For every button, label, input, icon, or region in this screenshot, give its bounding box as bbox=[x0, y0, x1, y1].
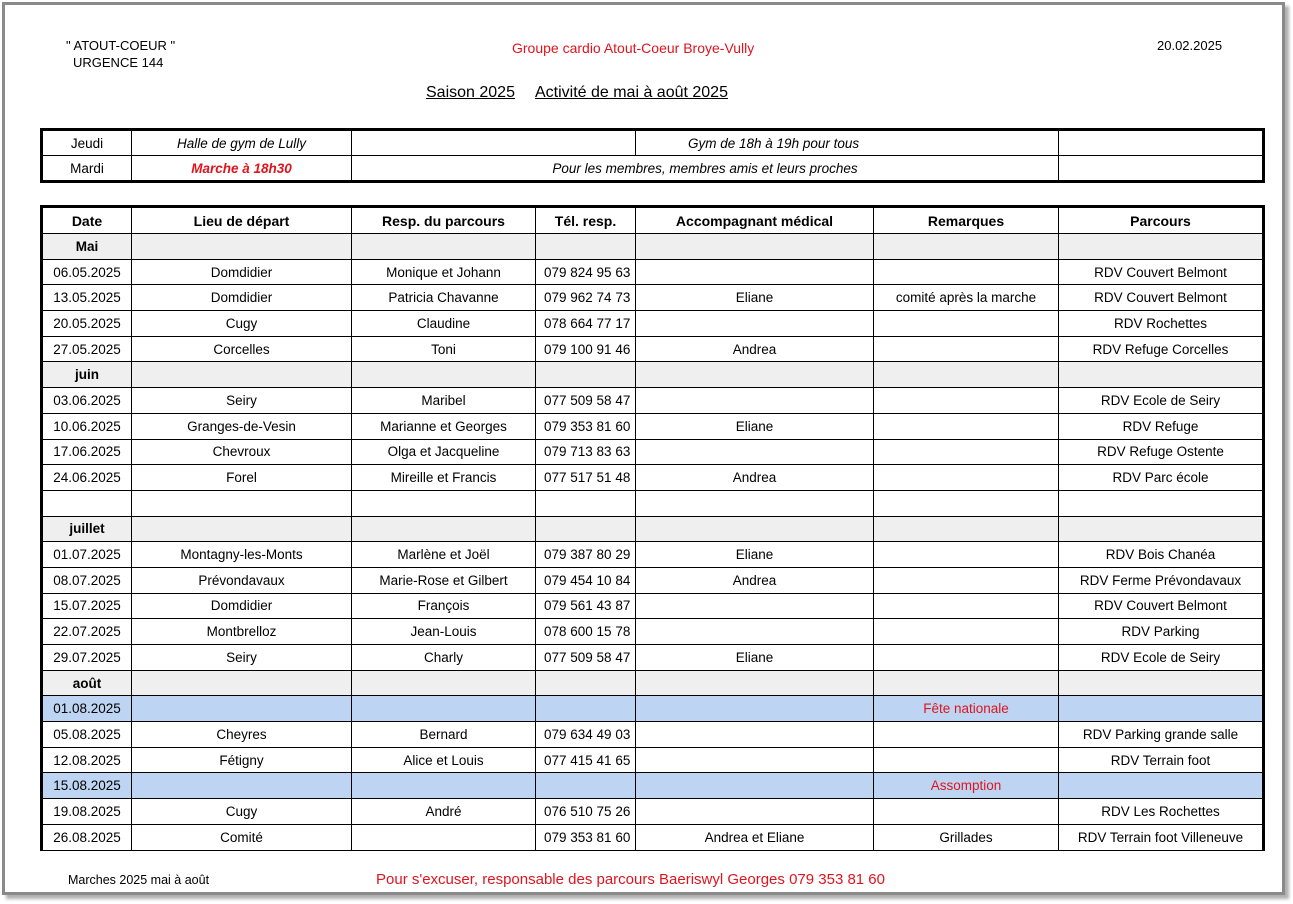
cell-remarks bbox=[874, 234, 1059, 260]
cell-medical bbox=[636, 773, 874, 799]
cell-medical bbox=[636, 799, 874, 825]
title-season: Saison 2025 bbox=[426, 84, 515, 101]
cell-departure: Cugy bbox=[132, 799, 352, 825]
cell-phone: 078 600 15 78 bbox=[536, 619, 636, 645]
cell-phone: 077 415 41 65 bbox=[536, 747, 636, 773]
cell-medical: Eliane bbox=[636, 645, 874, 671]
cell-medical: Eliane bbox=[636, 285, 874, 311]
cell-remarks bbox=[874, 388, 1059, 414]
cell-remarks bbox=[874, 722, 1059, 748]
page-title bbox=[426, 84, 728, 102]
table-row bbox=[42, 824, 1264, 850]
cell-remarks: Fête nationale bbox=[874, 696, 1059, 722]
cell-departure: Domdidier bbox=[132, 259, 352, 285]
cell-responsible bbox=[352, 773, 536, 799]
cell-responsible: Olga et Jacqueline bbox=[352, 439, 536, 465]
cell-date: 15.08.2025 bbox=[42, 773, 132, 799]
cell-phone: 079 353 81 60 bbox=[536, 413, 636, 439]
holiday-row bbox=[42, 773, 1264, 799]
cell-route: RDV Ferme Prévondavaux bbox=[1059, 567, 1264, 593]
cell-phone bbox=[536, 773, 636, 799]
schedule-table bbox=[40, 205, 1265, 851]
cell-departure: Granges-de-Vesin bbox=[132, 413, 352, 439]
group-name: Groupe cardio Atout-Coeur Broye-Vully bbox=[512, 40, 755, 56]
cell-date: 01.07.2025 bbox=[42, 542, 132, 568]
cell-medical bbox=[636, 670, 874, 696]
cell-medical: Andrea et Eliane bbox=[636, 824, 874, 850]
cell-medical bbox=[636, 516, 874, 542]
cell-date: 24.06.2025 bbox=[42, 465, 132, 491]
cell-date: 17.06.2025 bbox=[42, 439, 132, 465]
cell-phone: 079 634 49 03 bbox=[536, 722, 636, 748]
cell-remarks bbox=[874, 259, 1059, 285]
col-header-phone: Tél. resp. bbox=[536, 207, 636, 234]
cell-phone: 079 962 74 73 bbox=[536, 285, 636, 311]
cell-departure: Domdidier bbox=[132, 285, 352, 311]
cell-route: RDV Parking bbox=[1059, 619, 1264, 645]
table-row bbox=[42, 747, 1264, 773]
table-row bbox=[42, 722, 1264, 748]
table-row bbox=[42, 542, 1264, 568]
footer-note: Marches 2025 mai à août bbox=[68, 873, 210, 887]
cell-date: 27.05.2025 bbox=[42, 336, 132, 362]
cell-medical bbox=[636, 259, 874, 285]
cell-responsible: François bbox=[352, 593, 536, 619]
cell-route bbox=[1059, 234, 1264, 260]
cell-route: RDV Refuge Corcelles bbox=[1059, 336, 1264, 362]
table-row bbox=[42, 388, 1264, 414]
cell-remarks bbox=[874, 542, 1059, 568]
cell-route bbox=[1059, 516, 1264, 542]
col-header-date: Date bbox=[42, 207, 132, 234]
cell-departure bbox=[132, 670, 352, 696]
title-activity: Activité de mai à août 2025 bbox=[534, 84, 728, 101]
cell-route bbox=[1059, 670, 1264, 696]
info-empty bbox=[1059, 130, 1264, 156]
month-row bbox=[42, 362, 1264, 388]
cell-date: 19.08.2025 bbox=[42, 799, 132, 825]
cell-remarks bbox=[874, 336, 1059, 362]
cell-phone: 077 509 58 47 bbox=[536, 645, 636, 671]
table-row bbox=[42, 593, 1264, 619]
cell-medical bbox=[636, 619, 874, 645]
cell-responsible: Claudine bbox=[352, 311, 536, 337]
cell-date: 13.05.2025 bbox=[42, 285, 132, 311]
cell-date: 10.06.2025 bbox=[42, 413, 132, 439]
cell-date: 29.07.2025 bbox=[42, 645, 132, 671]
info-row-thursday bbox=[42, 130, 1264, 156]
cell-medical bbox=[636, 388, 874, 414]
cell-responsible bbox=[352, 516, 536, 542]
cell-remarks bbox=[874, 439, 1059, 465]
cell-route: RDV Parc école bbox=[1059, 465, 1264, 491]
cell-phone: 079 454 10 84 bbox=[536, 567, 636, 593]
cell-responsible bbox=[352, 696, 536, 722]
organization-header bbox=[66, 37, 175, 71]
cell-remarks: comité après la marche bbox=[874, 285, 1059, 311]
info-empty bbox=[1059, 156, 1264, 182]
cell-phone bbox=[536, 362, 636, 388]
cell-responsible: Alice et Louis bbox=[352, 747, 536, 773]
weekly-info-table bbox=[40, 128, 1265, 183]
cell-route bbox=[1059, 362, 1264, 388]
cell-route: RDV Couvert Belmont bbox=[1059, 593, 1264, 619]
cell-phone: 079 824 95 63 bbox=[536, 259, 636, 285]
cell-route bbox=[1059, 490, 1264, 516]
cell-medical bbox=[636, 311, 874, 337]
cell-departure bbox=[132, 362, 352, 388]
info-description: Pour les membres, membres amis et leurs proches bbox=[352, 156, 1059, 182]
cell-medical: Eliane bbox=[636, 542, 874, 568]
emergency-number: URGENCE 144 bbox=[73, 55, 164, 70]
cell-responsible: Toni bbox=[352, 336, 536, 362]
cell-departure: Seiry bbox=[132, 645, 352, 671]
cell-date: 06.05.2025 bbox=[42, 259, 132, 285]
cell-route: RDV Ecole de Seiry bbox=[1059, 388, 1264, 414]
cell-departure: Montagny-les-Monts bbox=[132, 542, 352, 568]
cell-responsible bbox=[352, 490, 536, 516]
cell-route: RDV Ecole de Seiry bbox=[1059, 645, 1264, 671]
document-date: 20.02.2025 bbox=[1157, 38, 1223, 53]
cell-date: 05.08.2025 bbox=[42, 722, 132, 748]
cell-departure: Prévondavaux bbox=[132, 567, 352, 593]
cell-departure bbox=[132, 234, 352, 260]
col-header-medical: Accompagnant médical bbox=[636, 207, 874, 234]
cell-departure bbox=[132, 490, 352, 516]
cell-remarks bbox=[874, 465, 1059, 491]
table-row bbox=[42, 799, 1264, 825]
footer-contact: Pour s'excuser, responsable des parcours Baeriswyl Georges 079 353 81 60 bbox=[376, 871, 885, 888]
table-row bbox=[42, 285, 1264, 311]
table-row bbox=[42, 311, 1264, 337]
cell-departure: Cugy bbox=[132, 311, 352, 337]
cell-phone: 077 509 58 47 bbox=[536, 388, 636, 414]
cell-medical bbox=[636, 490, 874, 516]
cell-route: RDV Refuge bbox=[1059, 413, 1264, 439]
cell-responsible: Marianne et Georges bbox=[352, 413, 536, 439]
cell-date: 22.07.2025 bbox=[42, 619, 132, 645]
cell-medical: Andrea bbox=[636, 567, 874, 593]
cell-responsible: Mireille et Francis bbox=[352, 465, 536, 491]
cell-phone: 079 353 81 60 bbox=[536, 824, 636, 850]
cell-phone bbox=[536, 490, 636, 516]
schedule-header-row bbox=[42, 207, 1264, 234]
col-header-responsible: Resp. du parcours bbox=[352, 207, 536, 234]
cell-departure: Cheyres bbox=[132, 722, 352, 748]
cell-phone bbox=[536, 696, 636, 722]
cell-medical bbox=[636, 696, 874, 722]
table-row bbox=[42, 439, 1264, 465]
cell-route bbox=[1059, 696, 1264, 722]
cell-remarks bbox=[874, 567, 1059, 593]
cell-medical bbox=[636, 439, 874, 465]
cell-route bbox=[1059, 773, 1264, 799]
cell-departure: Chevroux bbox=[132, 439, 352, 465]
col-header-remarks: Remarques bbox=[874, 207, 1059, 234]
table-row bbox=[42, 336, 1264, 362]
cell-route: RDV Refuge Ostente bbox=[1059, 439, 1264, 465]
cell-departure: Montbrelloz bbox=[132, 619, 352, 645]
cell-date: 15.07.2025 bbox=[42, 593, 132, 619]
cell-departure: Comité bbox=[132, 824, 352, 850]
cell-responsible: André bbox=[352, 799, 536, 825]
table-row bbox=[42, 259, 1264, 285]
cell-departure bbox=[132, 696, 352, 722]
cell-date bbox=[42, 490, 132, 516]
table-row bbox=[42, 490, 1264, 516]
cell-departure bbox=[132, 773, 352, 799]
cell-remarks bbox=[874, 516, 1059, 542]
cell-phone: 077 517 51 48 bbox=[536, 465, 636, 491]
cell-remarks bbox=[874, 799, 1059, 825]
cell-remarks bbox=[874, 619, 1059, 645]
cell-responsible bbox=[352, 234, 536, 260]
cell-medical bbox=[636, 722, 874, 748]
cell-remarks: Assomption bbox=[874, 773, 1059, 799]
cell-date: 08.07.2025 bbox=[42, 567, 132, 593]
cell-remarks bbox=[874, 645, 1059, 671]
cell-date: Mai bbox=[42, 234, 132, 260]
cell-medical: Eliane bbox=[636, 413, 874, 439]
cell-phone bbox=[536, 516, 636, 542]
col-header-route: Parcours bbox=[1059, 207, 1264, 234]
cell-responsible: Marie-Rose et Gilbert bbox=[352, 567, 536, 593]
cell-medical bbox=[636, 234, 874, 260]
cell-date: 26.08.2025 bbox=[42, 824, 132, 850]
cell-route: RDV Parking grande salle bbox=[1059, 722, 1264, 748]
cell-medical: Andrea bbox=[636, 465, 874, 491]
cell-route: RDV Couvert Belmont bbox=[1059, 259, 1264, 285]
cell-departure bbox=[132, 516, 352, 542]
cell-route: RDV Rochettes bbox=[1059, 311, 1264, 337]
cell-route: RDV Terrain foot Villeneuve bbox=[1059, 824, 1264, 850]
org-name: " ATOUT-COEUR " bbox=[66, 38, 176, 53]
month-row bbox=[42, 670, 1264, 696]
cell-responsible: Maribel bbox=[352, 388, 536, 414]
cell-remarks bbox=[874, 490, 1059, 516]
info-day: Mardi bbox=[70, 160, 104, 176]
cell-date: 01.08.2025 bbox=[42, 696, 132, 722]
cell-departure: Seiry bbox=[132, 388, 352, 414]
cell-remarks: Grillades bbox=[874, 824, 1059, 850]
table-row bbox=[42, 413, 1264, 439]
cell-route: RDV Les Rochettes bbox=[1059, 799, 1264, 825]
cell-phone: 076 510 75 26 bbox=[536, 799, 636, 825]
cell-responsible: Patricia Chavanne bbox=[352, 285, 536, 311]
table-row bbox=[42, 567, 1264, 593]
cell-remarks bbox=[874, 593, 1059, 619]
cell-remarks bbox=[874, 311, 1059, 337]
cell-responsible bbox=[352, 670, 536, 696]
cell-departure: Domdidier bbox=[132, 593, 352, 619]
cell-remarks bbox=[874, 670, 1059, 696]
holiday-row bbox=[42, 696, 1264, 722]
cell-departure: Corcelles bbox=[132, 336, 352, 362]
cell-phone: 079 387 80 29 bbox=[536, 542, 636, 568]
cell-responsible: Bernard bbox=[352, 722, 536, 748]
info-empty bbox=[352, 130, 636, 156]
info-place: Marche à 18h30 bbox=[132, 156, 352, 182]
cell-date: juin bbox=[42, 362, 132, 388]
cell-responsible bbox=[352, 824, 536, 850]
cell-date: août bbox=[42, 670, 132, 696]
cell-route: RDV Bois Chanéa bbox=[1059, 542, 1264, 568]
cell-date: 12.08.2025 bbox=[42, 747, 132, 773]
cell-remarks bbox=[874, 362, 1059, 388]
info-row-tuesday bbox=[42, 156, 1264, 182]
table-row bbox=[42, 465, 1264, 491]
cell-departure: Fétigny bbox=[132, 747, 352, 773]
table-row bbox=[42, 619, 1264, 645]
cell-remarks bbox=[874, 747, 1059, 773]
cell-phone: 079 561 43 87 bbox=[536, 593, 636, 619]
cell-responsible: Charly bbox=[352, 645, 536, 671]
cell-date: juillet bbox=[42, 516, 132, 542]
cell-phone: 079 100 91 46 bbox=[536, 336, 636, 362]
cell-phone bbox=[536, 670, 636, 696]
cell-medical bbox=[636, 362, 874, 388]
cell-date: 03.06.2025 bbox=[42, 388, 132, 414]
cell-medical bbox=[636, 747, 874, 773]
month-row bbox=[42, 234, 1264, 260]
cell-responsible: Marlène et Joël bbox=[352, 542, 536, 568]
table-row bbox=[42, 645, 1264, 671]
cell-medical: Andrea bbox=[636, 336, 874, 362]
cell-phone: 078 664 77 17 bbox=[536, 311, 636, 337]
info-day: Jeudi bbox=[42, 130, 132, 156]
cell-route: RDV Terrain foot bbox=[1059, 747, 1264, 773]
cell-responsible bbox=[352, 362, 536, 388]
cell-medical bbox=[636, 593, 874, 619]
cell-phone: 079 713 83 63 bbox=[536, 439, 636, 465]
cell-responsible: Monique et Johann bbox=[352, 259, 536, 285]
cell-date: 20.05.2025 bbox=[42, 311, 132, 337]
col-header-departure: Lieu de départ bbox=[132, 207, 352, 234]
info-description: Gym de 18h à 19h pour tous bbox=[636, 130, 1059, 156]
info-place: Halle de gym de Lully bbox=[132, 130, 352, 156]
month-row bbox=[42, 516, 1264, 542]
cell-remarks bbox=[874, 413, 1059, 439]
cell-phone bbox=[536, 234, 636, 260]
cell-responsible: Jean-Louis bbox=[352, 619, 536, 645]
cell-route: RDV Couvert Belmont bbox=[1059, 285, 1264, 311]
cell-departure: Forel bbox=[132, 465, 352, 491]
